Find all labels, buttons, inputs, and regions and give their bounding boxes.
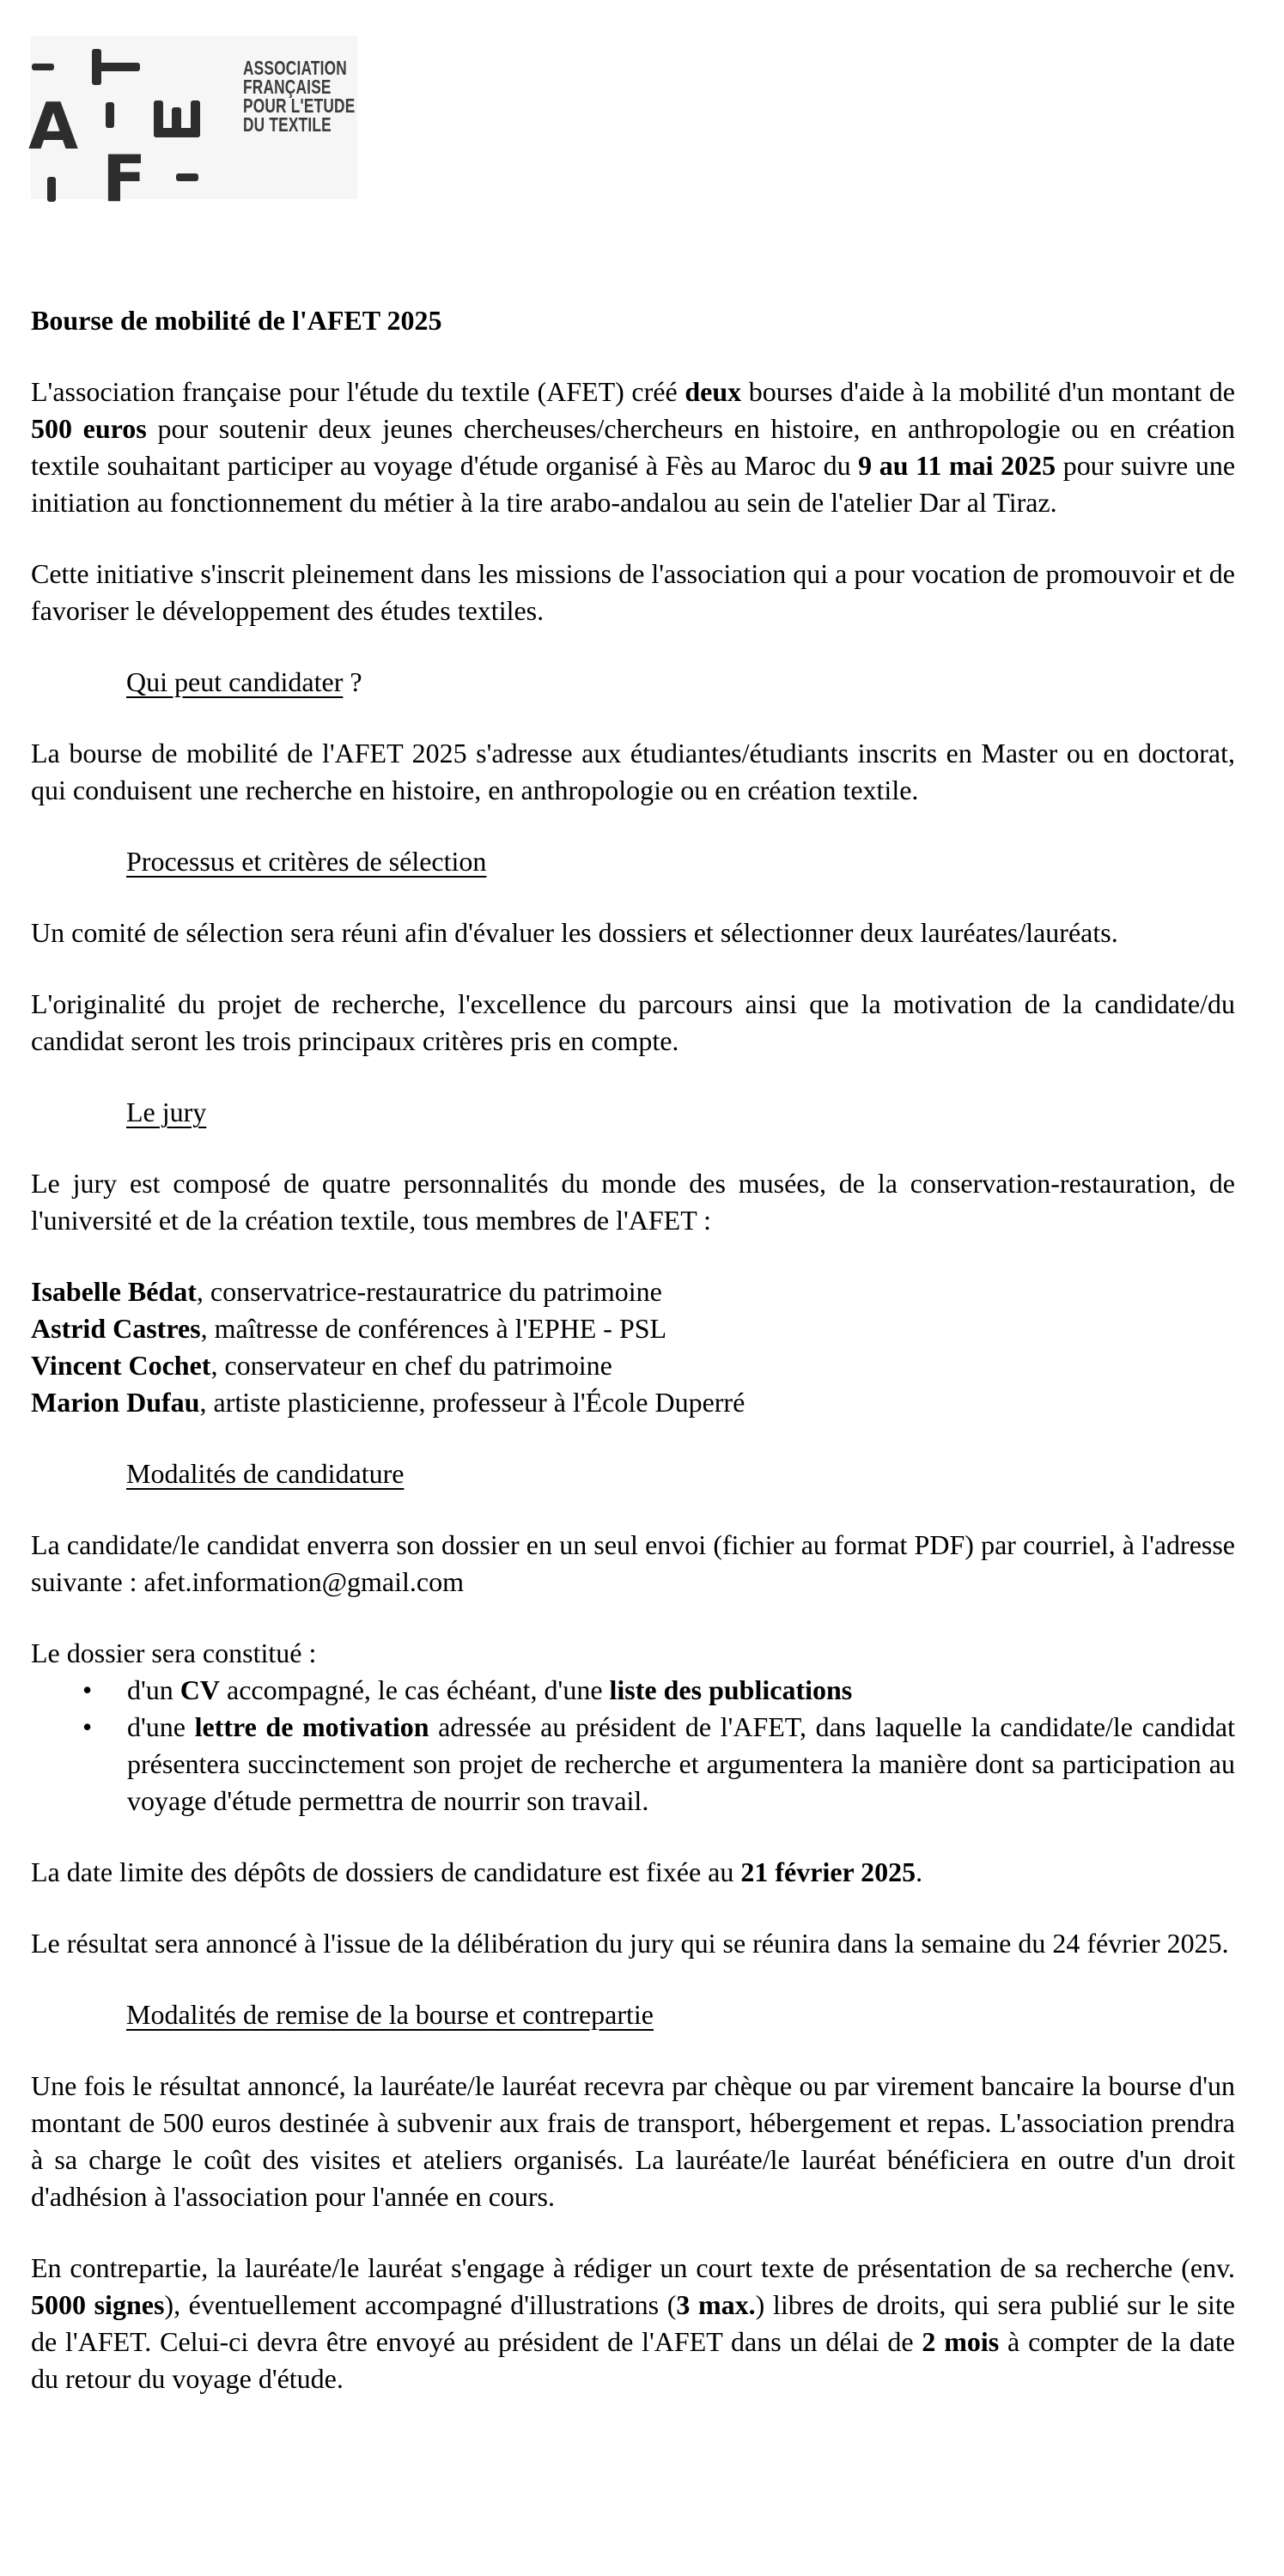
paragraph-result: Le résultat sera annoncé à l'issue de la délibération du jury qui se réunira dans la semaine du 24 février 2025. [31,1928,1229,1959]
dossier-section [31,1635,1235,1820]
logo-dash-icon [47,177,56,202]
afet-logo-mark [28,36,228,216]
logo-org-name-line: ASSOCIATION [243,57,347,79]
text-segment: pour soutenir deux jeunes chercheuses/chercheurs en histoire, en anthropologie ou en création textile souhaitant participer au voyage d'étude organisé à Fès au Maroc du [31,413,1236,481]
text-segment: d'un [127,1674,180,1705]
bold-text: Vincent Cochet [31,1350,211,1381]
bold-text: 5000 signes [31,2289,165,2320]
text-segment: bourses d'aide à la mobilité d'un montant de [741,376,1236,407]
logo-dash-icon [106,102,114,128]
text-segment: ) libres de droits, qui sera publié sur le site de l'AFET. Celui-ci devra être envoyé au président de l'AFET dans un délai de [31,2289,1236,2357]
text-segment: accompagné, le cas échéant, d'une [219,1674,610,1705]
bold-text: 21 février 2025 [740,1856,916,1887]
paragraph-award-counterpart [31,2250,1235,2397]
paragraph-eligibility: La bourse de mobilité de l'AFET 2025 s'adresse aux étudiantes/étudiants inscrits en Master ou en doctorat, qui conduisent une recherche en histoire, en anthropologie ou en création textile. [31,738,1235,805]
text-segment: , conservateur en chef du patrimoine [210,1350,612,1381]
text-segment: La date limite des dépôts de dossiers de candidature est fixée au [31,1856,741,1887]
bold-text: 3 max. [676,2289,756,2320]
bold-text: Marion Dufau [31,1387,200,1418]
bold-text: lettre de motivation [194,1711,429,1742]
heading-label: Qui peut candidater [126,666,344,697]
bold-text: 2 mois [922,2326,1000,2357]
dossier-list [31,1672,1235,1820]
section-heading-jury [126,1094,1235,1131]
email-address: afet.information@gmail.com [143,1566,464,1597]
jury-member [31,1310,1235,1347]
heading-label: Modalités de candidature [126,1458,405,1489]
section-heading-application [126,1455,1235,1492]
text-segment: pour suivre une initiation au fonctionnement du métier à la tire arabo-andalou au sein de l'atelier Dar al Tiraz. [31,450,1236,518]
logo-dash-icon [32,64,54,70]
heading-suffix: ? [343,666,362,697]
text-segment: L'association française pour l'étude du textile (AFET) créé [31,376,685,407]
text-segment: . [916,1856,923,1887]
section-heading-award [126,1996,1235,2033]
submission-text: La candidate/le candidat enverra son dossier en un seul envoi (fichier au format PDF) par courriel, à l'adresse suivante : [31,1529,1235,1597]
bold-text: deux [685,376,742,407]
logo-letter-a: A [28,88,79,164]
dossier-item [31,1709,1235,1820]
text-segment: d'une [127,1711,195,1742]
heading-label: Processus et critères de sélection [126,846,487,877]
logo-letter-f: F [102,141,147,216]
paragraph-deadline [31,1854,1235,1891]
logo-org-name-line: DU TEXTILE [243,113,332,136]
heading-label: Modalités de remise de la bourse et contrepartie [126,1999,654,2030]
dossier-item [31,1672,1235,1709]
jury-member [31,1384,1235,1421]
logo-org-name-line: FRANÇAISE [243,76,332,98]
text-segment: , artiste plasticienne, professeur à l'École Duperré [199,1387,745,1418]
logo-org-name [243,58,355,134]
paragraph-missions: Cette initiative s'inscrit pleinement dans les missions de l'association qui a pour vocation de promouvoir et de favoriser le développement des études textiles. [31,558,1235,626]
text-segment: ), éventuellement accompagné d'illustrations ( [164,2289,677,2320]
logo-org-name-line: POUR L'ETUDE [243,94,356,117]
heading-label: Le jury [126,1097,207,1127]
document-title: Bourse de mobilité de l'AFET 2025 [31,305,442,336]
text-segment: En contrepartie, la lauréate/le lauréat s'engage à rédiger un court texte de présentation de sa recherche (env. [31,2252,1235,2283]
paragraph-dossier-intro: Le dossier sera constitué : [31,1637,317,1668]
paragraph-intro [31,374,1235,521]
bold-text: liste des publications [609,1674,853,1705]
bold-text: 500 euros [31,413,147,444]
text-segment: à compter de la date du retour du voyage d'étude. [31,2326,1236,2394]
paragraph-submission [31,1527,1235,1601]
text-segment: adressée au président de l'AFET, dans laquelle la candidate/le candidat présentera succinctement son projet de recherche et argumentera la manière dont sa participation au voyage d'étude permettra de nourrir son travail. [127,1711,1236,1816]
bold-text: Isabelle Bédat [31,1276,197,1307]
bold-text: CV [180,1674,220,1705]
paragraph-jury-intro: Le jury est composé de quatre personnalités du monde des musées, de la conservation-restauration, de l'université et de la création textile, tous membres de l'AFET : [31,1168,1235,1236]
jury-member [31,1347,1235,1384]
text-segment: , maîtresse de conférences à l'EPHE - PSL [200,1313,667,1344]
jury-member [31,1273,1235,1310]
logo-dash-icon [176,173,198,181]
section-heading-who [126,664,1235,701]
paragraph-award-payment: Une fois le résultat annoncé, la lauréate/le lauréat recevra par chèque ou par virement bancaire la bourse d'un montant de 500 euros destinée à subvenir aux frais de transport, hébergement et repas. L'association prendra à sa charge le coût des visites et ateliers organisés. La lauréate/le lauréat bénéficiera en outre d'un droit d'adhésion à l'association pour l'année en cours. [31,2070,1235,2212]
text-segment: , conservatrice-restauratrice du patrimoine [196,1276,662,1307]
paragraph-committee: Un comité de sélection sera réuni afin d'évaluer les dossiers et sélectionner deux lauréates/lauréats. [31,917,1118,948]
bold-text: Astrid Castres [31,1313,201,1344]
bold-text: 9 au 11 mai 2025 [858,450,1056,481]
paragraph-criteria: L'originalité du projet de recherche, l'excellence du parcours ainsi que la motivation de la candidate/du candidat seront les trois principaux critères pris en compte. [31,988,1235,1056]
jury-list [31,1273,1235,1421]
document-content [31,302,1235,2397]
section-heading-process [126,843,1235,880]
afet-logo [28,36,357,216]
